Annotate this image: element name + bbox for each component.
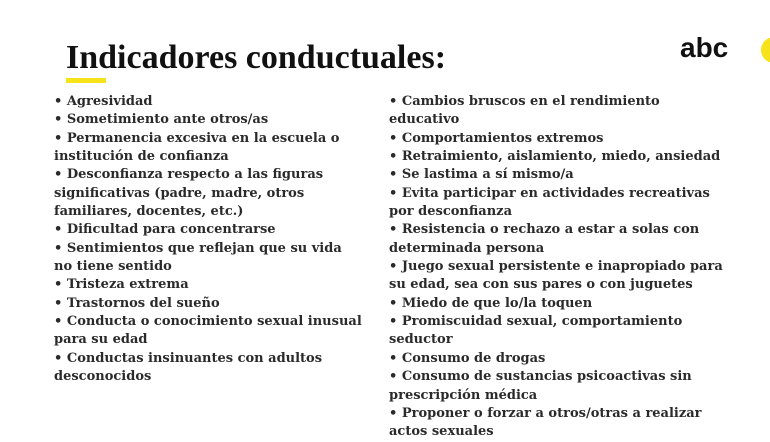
brand-accent-circle — [761, 37, 770, 63]
list-item: • Consumo de sustancias psicoactivas sin prescripción médica — [389, 368, 729, 405]
list-item: • Conducta o conocimiento sexual inusual para su edad — [54, 313, 364, 350]
list-item: • Juego sexual persistente e inapropiado para su edad, sea con sus pares o con juguetes — [389, 258, 729, 295]
list-item: • Resistencia o rechazo a estar a solas con determinada persona — [389, 221, 729, 258]
slide-title: Indicadores conductuales: — [66, 39, 447, 76]
list-item: • Retraimiento, aislamiento, miedo, ansiedad — [389, 148, 729, 166]
list-item: • Desconfianza respecto a las figuras significativas (padre, madre, otros familiares, docentes, etc.) — [54, 166, 364, 221]
list-item: • Tristeza extrema — [54, 276, 364, 294]
title-underline — [66, 78, 106, 83]
list-item: • Evita participar en actividades recreativas por desconfianza — [389, 185, 729, 222]
list-item: • Se lastima a sí mismo/a — [389, 166, 729, 184]
list-item: • Permanencia excesiva en la escuela o institución de confianza — [54, 130, 364, 167]
list-item: • Promiscuidad sexual, comportamiento seductor — [389, 313, 729, 350]
list-item: • Dificultad para concentrarse — [54, 221, 364, 239]
abc-logo — [680, 36, 770, 64]
list-item: • Sometimiento ante otros/as — [54, 111, 364, 129]
abc-logo-text: abc — [680, 36, 729, 63]
list-item: • Consumo de drogas — [389, 350, 729, 368]
list-item: • Cambios bruscos en el rendimiento educativo — [389, 93, 729, 130]
list-item: • Proponer o forzar a otros/otras a realizar actos sexuales — [389, 405, 729, 442]
list-item: • Trastornos del sueño — [54, 295, 364, 313]
left-column-list — [54, 93, 364, 387]
list-item: • Conductas insinuantes con adultos desconocidos — [54, 350, 364, 387]
list-item: • Miedo de que lo/la toquen — [389, 295, 729, 313]
list-item: • Comportamientos extremos — [389, 130, 729, 148]
right-column-list — [389, 93, 729, 442]
list-item: • Sentimientos que reflejan que su vida no tiene sentido — [54, 240, 364, 277]
list-item: • Agresividad — [54, 93, 364, 111]
